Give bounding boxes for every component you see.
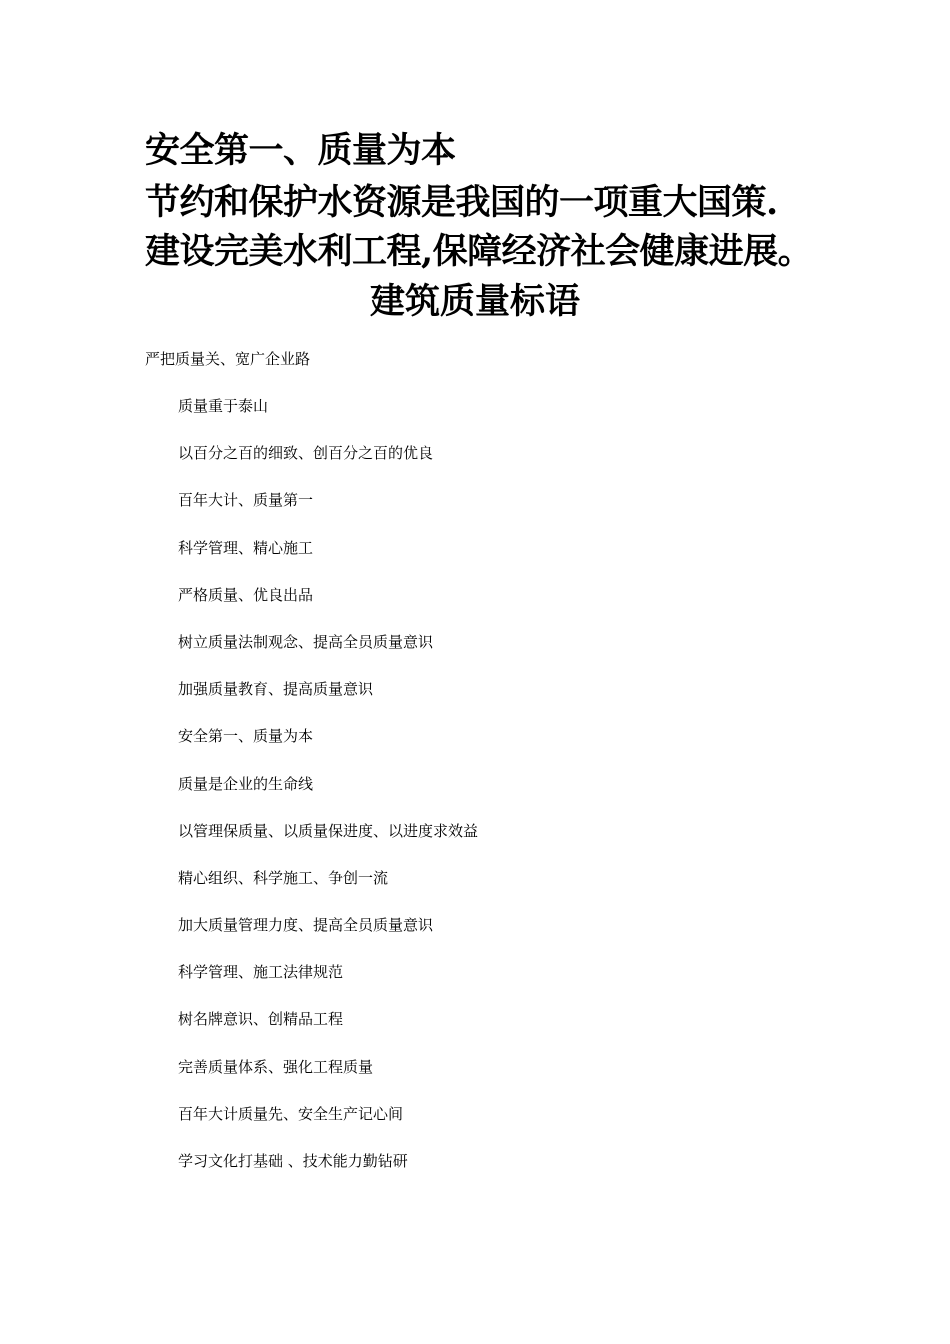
list-item: 学习文化打基础 、技术能力勤钻研 — [178, 1152, 408, 1170]
slogan-list — [178, 395, 478, 1197]
list-item: 加强质量教育、提高质量意识 — [178, 680, 374, 699]
list-item: 加大质量管理力度、提高全员质量意识 — [178, 916, 434, 935]
list-item: 树名牌意识、创精品工程 — [178, 1010, 344, 1029]
intro-slogan: 严把质量关、宽广企业路 — [145, 350, 311, 368]
list-item: 科学管理、施工法律规范 — [178, 963, 344, 982]
list-item: 精心组织、科学施工、争创一流 — [178, 868, 389, 887]
document-title: 建筑质量标语 — [369, 281, 580, 322]
list-item: 以管理保质量、以质量保进度、以进度求效益 — [178, 821, 479, 840]
list-item: 百年大计、质量第一 — [178, 491, 314, 510]
headline-water-conservation: 节约和保护水资源是我国的一项重大国策. — [145, 182, 778, 223]
list-item: 科学管理、精心施工 — [178, 538, 314, 557]
list-item: 百年大计质量先、安全生产记心间 — [178, 1104, 404, 1123]
list-item: 安全第一、质量为本 — [178, 727, 314, 746]
list-item: 完善质量体系、强化工程质量 — [178, 1057, 374, 1076]
list-item: 以百分之百的细致、创百分之百的优良 — [178, 444, 434, 463]
list-item: 质量重于泰山 — [178, 397, 269, 415]
list-item: 严格质量、优良出品 — [178, 585, 314, 604]
headline-safety-first: 安全第一、质量为本 — [145, 130, 456, 171]
list-item: 树立质量法制观念、提高全员质量意识 — [178, 632, 434, 651]
list-item: 质量是企业的生命线 — [178, 774, 314, 793]
headline-water-engineering: 建设完美水利工程,保障经济社会健康进展。 — [145, 231, 813, 272]
